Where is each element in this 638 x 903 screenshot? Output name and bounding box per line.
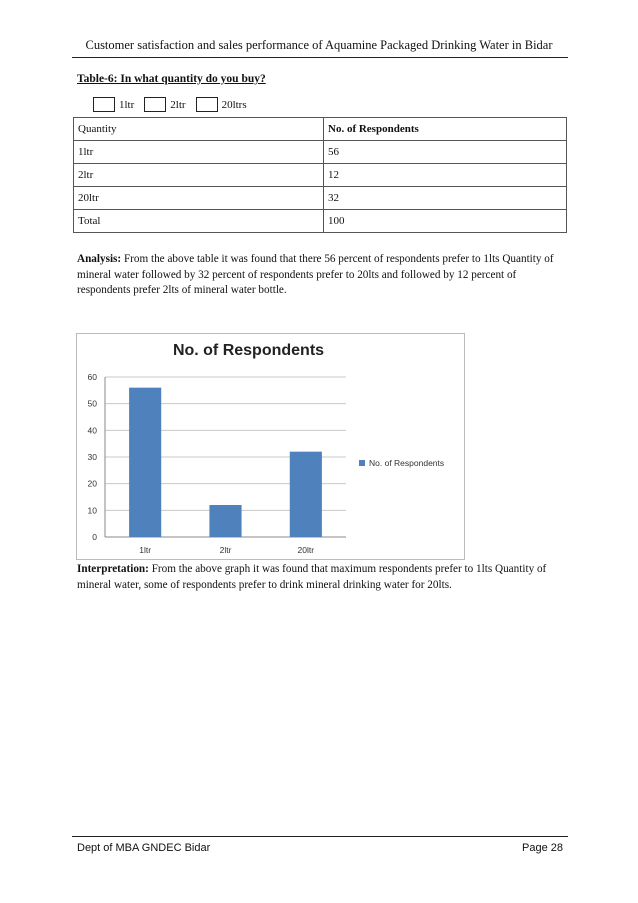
header-rule [72,57,568,58]
table-row [74,187,567,210]
option-checkbox-2ltr[interactable] [144,97,166,112]
table-cell: 20ltr [74,187,324,210]
bar-20ltr [290,452,322,537]
bar-chart [76,333,465,560]
table-cell: 56 [324,141,567,164]
bar-2ltr [209,505,241,537]
legend-label: No. of Respondents [369,458,445,468]
y-tick-label: 50 [87,398,97,409]
x-tick-label: 2ltr [219,545,232,555]
quantity-table [73,117,567,233]
table-cell: 1ltr [74,141,324,164]
chart-title: No. of Respondents [172,342,325,359]
analysis-label: Analysis: [77,253,122,265]
footer-page-number: Page 28 [522,842,563,854]
legend-swatch [359,460,365,466]
option-label-20ltrs: 20ltrs [221,98,247,111]
footer-rule [72,836,568,837]
table-cell: 32 [324,187,567,210]
page-header: Customer satisfaction and sales performance of Aquamine Packaged Drinking Water in Bidar [85,38,553,52]
x-tick-label: 20ltr [297,545,315,555]
footer-department: Dept of MBA GNDEC Bidar [77,842,211,854]
table-row [74,141,567,164]
y-tick-label: 40 [87,425,97,436]
analysis-text: From the above table it was found that there 56 percent of respondents prefer to 1lts Quantity of mineral water followed by 32 percent of respondents prefer to 20lts and followed by 12 percent of respondents prefer 2lts of mineral water bottle. [77,253,554,296]
table-row [74,164,567,187]
quantity-options [93,97,257,112]
option-label-2ltr: 2ltr [170,98,186,111]
chart-svg [77,334,464,559]
table-title: Table-6: In what quantity do you buy? [77,73,266,85]
analysis-paragraph [77,252,563,299]
x-tick-label: 1ltr [139,545,152,555]
y-tick-label: 0 [92,532,97,542]
interpretation-label: Interpretation: [77,563,149,575]
table-header-row [74,118,567,141]
option-checkbox-1ltr[interactable] [93,97,115,112]
table-cell: 12 [324,164,567,187]
table-cell: 2ltr [74,164,324,187]
option-label-1ltr: 1ltr [119,98,135,111]
table-cell: 100 [324,210,567,233]
interpretation-paragraph [77,562,563,593]
y-tick-label: 60 [87,372,97,382]
y-tick-label: 30 [87,452,97,462]
table-header-quantity: Quantity [74,118,324,141]
y-tick-label: 10 [87,505,97,516]
interpretation-text: From the above graph it was found that maximum respondents prefer to 1lts Quantity of mineral water, some of respondents prefer to drink mineral drinking water for 20lts. [77,563,547,591]
option-checkbox-20ltrs[interactable] [196,97,218,112]
y-tick-label: 20 [87,478,97,489]
table-header-respondents: No. of Respondents [324,118,567,141]
table-cell: Total [74,210,324,233]
bar-1ltr [129,388,161,537]
table-row [74,210,567,233]
